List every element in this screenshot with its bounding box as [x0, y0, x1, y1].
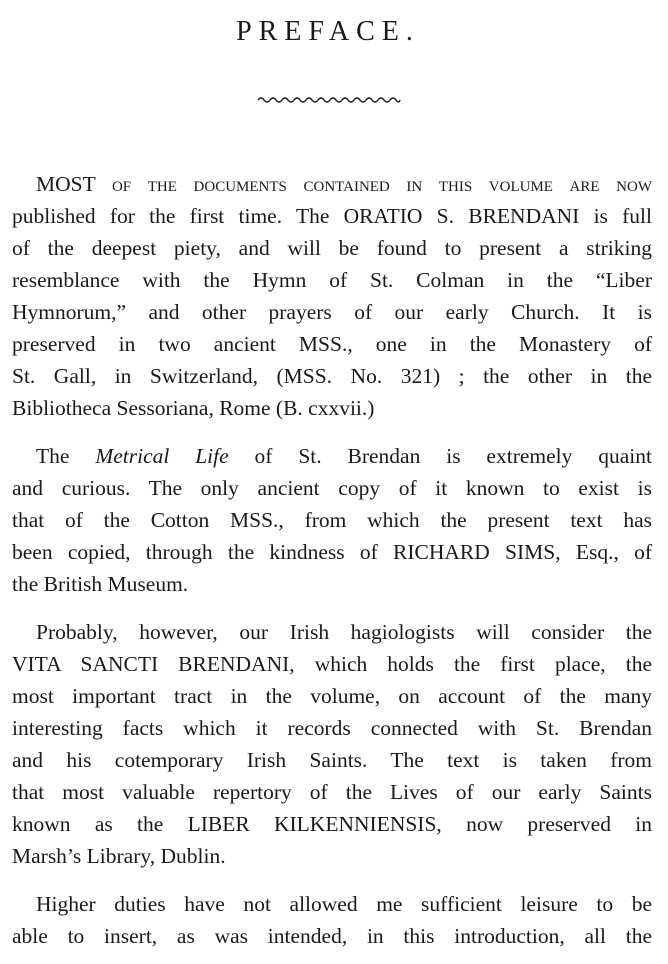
- text-span: ORATIO S. BRENDANI: [343, 204, 580, 228]
- text-line: [12, 714, 652, 742]
- text-span: most important tract in the volume, on account of the many: [12, 684, 652, 708]
- text-span: been copied, through the kindness of: [12, 540, 394, 564]
- text-span: , Esq., of: [555, 540, 653, 564]
- text-span: LIBER KILKENNIENSIS: [187, 812, 437, 836]
- text-span: RICHARD SIMS: [393, 540, 556, 564]
- text-span: Metrical Life: [95, 444, 229, 468]
- text-span: the British Museum.: [12, 572, 189, 596]
- text-span: MOST of the documents contained in this volume are now: [36, 172, 652, 196]
- text-span: Marsh’s Library, Dublin.: [12, 844, 226, 868]
- text-line: [36, 890, 652, 918]
- text-span: is full: [579, 204, 652, 228]
- text-line: [12, 266, 652, 294]
- text-span: interesting facts which it records connected with St. Brendan: [12, 716, 652, 740]
- text-line: [36, 442, 652, 470]
- text-line: [12, 570, 652, 598]
- text-line: [12, 922, 652, 950]
- text-span: VITA SANCTI BRENDANI: [12, 652, 290, 676]
- text-span: preserved in two ancient MSS., one in the Monastery of: [12, 332, 652, 356]
- text-span: Hymnorum,” and other prayers of our early Church. It is: [12, 300, 652, 324]
- text-span: resemblance with the Hymn of St. Colman in the “Liber: [12, 268, 652, 292]
- text-span: known as the: [12, 812, 188, 836]
- text-span: The: [36, 444, 96, 468]
- text-line: [12, 746, 652, 774]
- text-line: [12, 330, 652, 358]
- text-span: that of the Cotton MSS., from which the present text has: [12, 508, 652, 532]
- text-span: and curious. The only ancient copy of it known to exist is: [12, 476, 652, 500]
- text-line: [12, 474, 652, 502]
- text-span: Bibliotheca Sessoriana, Rome (B. cxxvii.): [12, 396, 375, 420]
- page-title: PREFACE.: [236, 16, 420, 47]
- text-line: [12, 538, 652, 566]
- text-span: , which holds the first place, the: [289, 652, 652, 676]
- text-line: [36, 170, 652, 198]
- text-span: of the deepest piety, and will be found to present a striking: [12, 236, 652, 260]
- text-line: [12, 234, 652, 262]
- text-line: [12, 298, 652, 326]
- text-line: [12, 842, 652, 870]
- text-span: published for the first time. The: [12, 204, 344, 228]
- text-span: able to insert, as was intended, in this introduction, all the: [12, 924, 652, 948]
- text-span: that most valuable repertory of the Lives of our early Saints: [12, 780, 652, 804]
- text-line: [12, 394, 652, 422]
- text-span: of St. Brendan is extremely quaint: [228, 444, 652, 468]
- text-span: Higher duties have not allowed me sufficient leisure to be: [36, 892, 652, 916]
- text-line: [36, 618, 652, 646]
- text-line: [12, 810, 652, 838]
- text-span: , now preserved in: [436, 812, 652, 836]
- text-line: [12, 778, 652, 806]
- text-line: [12, 682, 652, 710]
- text-line: [12, 506, 652, 534]
- wavy-divider-ornament: [256, 95, 402, 105]
- text-line: [12, 202, 652, 230]
- text-span: St. Gall, in Switzerland, (MSS. No. 321) ; the other in the: [12, 364, 652, 388]
- text-line: [12, 650, 652, 678]
- text-span: Probably, however, our Irish hagiologists will consider the: [36, 620, 652, 644]
- text-line: [12, 362, 652, 390]
- text-span: and his cotemporary Irish Saints. The text is taken from: [12, 748, 652, 772]
